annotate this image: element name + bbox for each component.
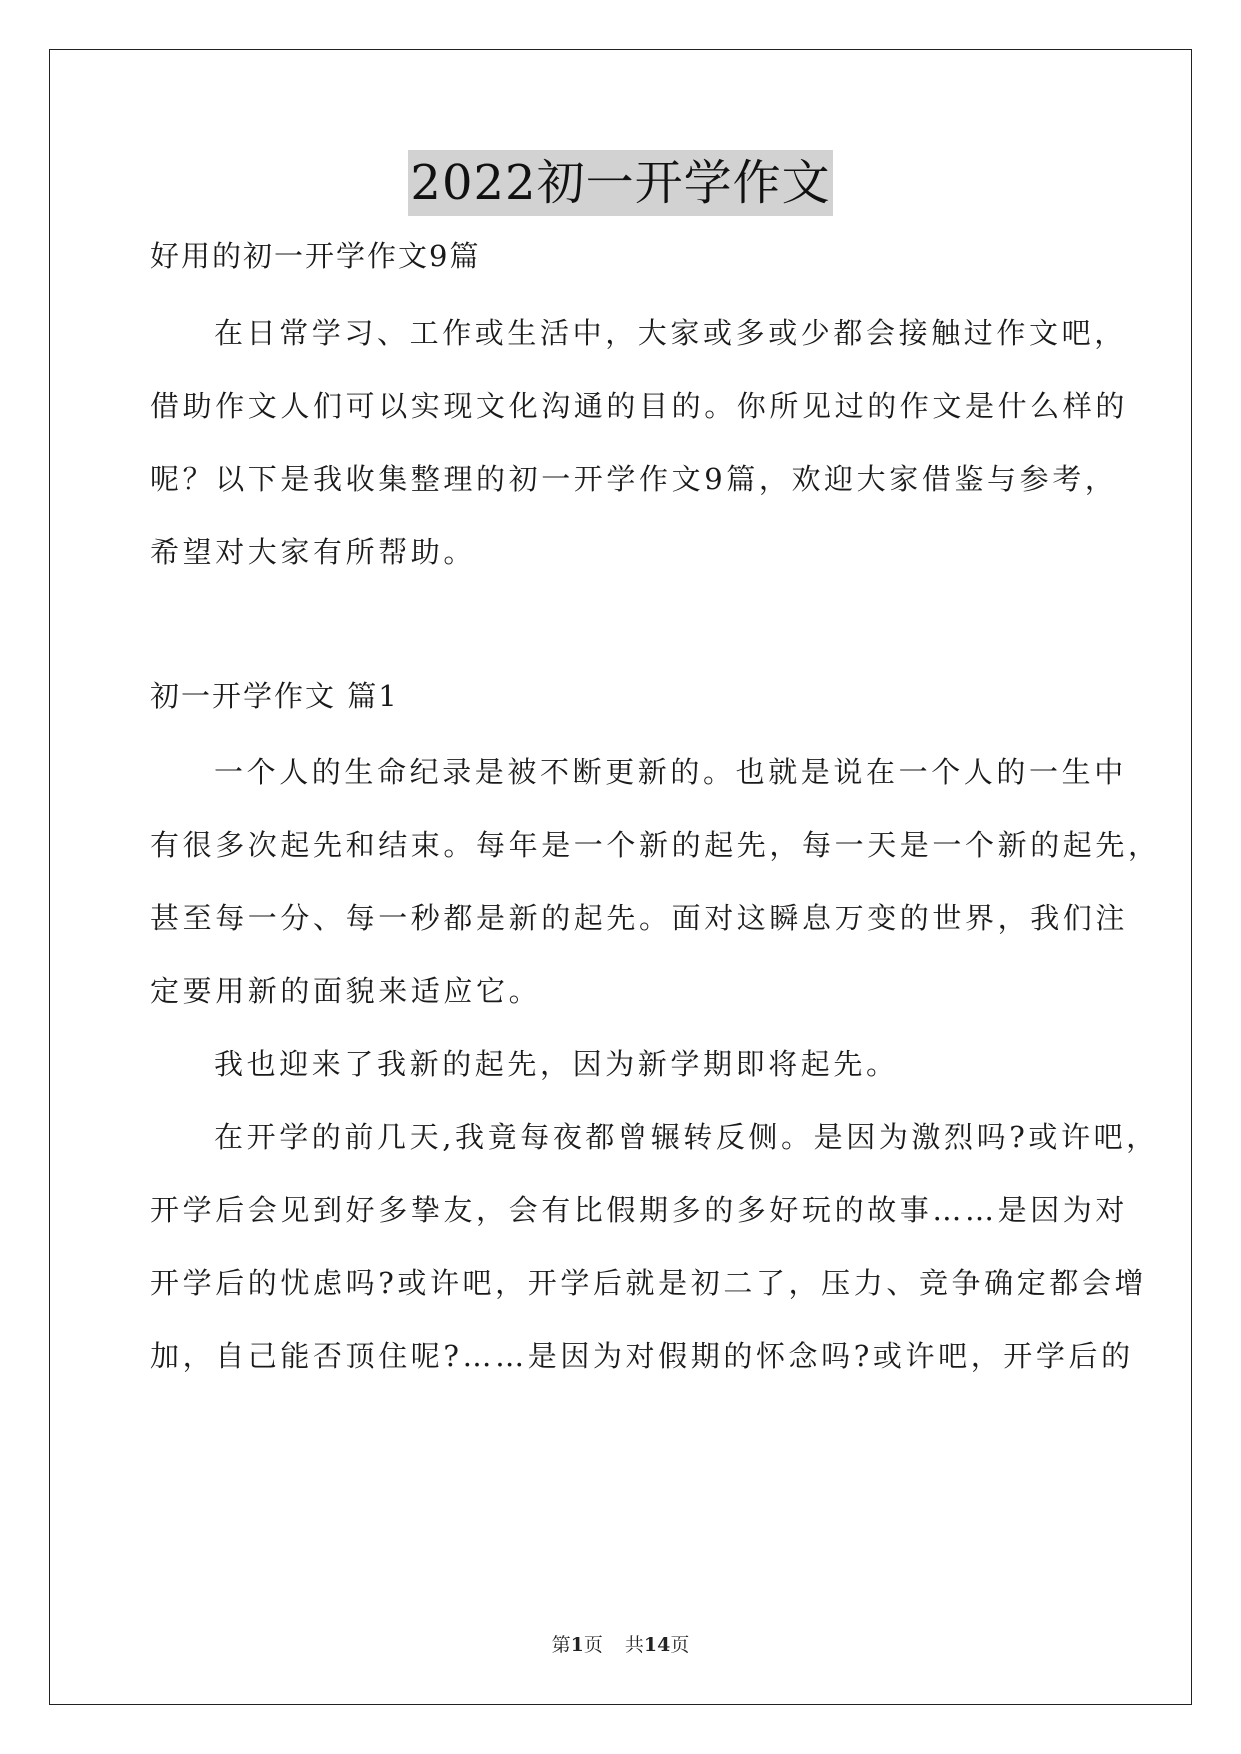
footer-page-number: 1 — [570, 1634, 584, 1656]
footer-total-pages: 14 — [643, 1634, 671, 1656]
body-line-3: 甚至每一分、每一秒都是新的起先。面对这瞬息万变的世界，我们注 — [150, 901, 1129, 935]
intro-line-1: 在日常学习、工作或生活中，大家或多或少都会接触过作文吧， — [214, 316, 1127, 350]
intro-line-4: 希望对大家有所帮助。 — [150, 535, 477, 569]
body-line-9: 加，自己能否顶住呢?……是因为对假期的怀念吗?或许吧，开学后的 — [150, 1339, 1134, 1373]
footer-page-prefix: 第 — [551, 1634, 571, 1656]
intro-line-2: 借助作文人们可以实现文化沟通的目的。你所见过的作文是什么样的 — [150, 389, 1129, 423]
body-line-8: 开学后的忧虑吗?或许吧，开学后就是初二了，压力、竞争确定都会增 — [150, 1266, 1148, 1300]
document-title: 2022初一开学作文 — [408, 150, 832, 216]
footer-total-suffix: 页 — [670, 1634, 690, 1656]
title-container — [0, 150, 1241, 216]
body-line-6: 在开学的前几天,我竟每夜都曾辗转反侧。是因为激烈吗?或许吧， — [214, 1120, 1159, 1154]
body-line-4: 定要用新的面貌来适应它。 — [150, 974, 542, 1008]
footer-total-prefix: 共 — [624, 1634, 644, 1656]
body-line-1: 一个人的生命纪录是被不断更新的。也就是说在一个人的一生中 — [214, 755, 1127, 789]
intro-line-3: 呢？以下是我收集整理的初一开学作文9篇，欢迎大家借鉴与参考， — [150, 462, 1118, 496]
page-footer — [0, 1632, 1241, 1658]
body-line-7: 开学后会见到好多挚友，会有比假期多的多好玩的故事……是因为对 — [150, 1193, 1129, 1227]
section-heading: 初一开学作文 篇1 — [150, 679, 399, 713]
page-border — [49, 49, 1192, 1705]
footer-page-suffix: 页 — [583, 1634, 603, 1656]
body-line-5: 我也迎来了我新的起先，因为新学期即将起先。 — [214, 1047, 899, 1081]
body-line-2: 有很多次起先和结束。每年是一个新的起先，每一天是一个新的起先， — [150, 828, 1161, 862]
document-subtitle: 好用的初一开学作文9篇 — [150, 239, 481, 273]
